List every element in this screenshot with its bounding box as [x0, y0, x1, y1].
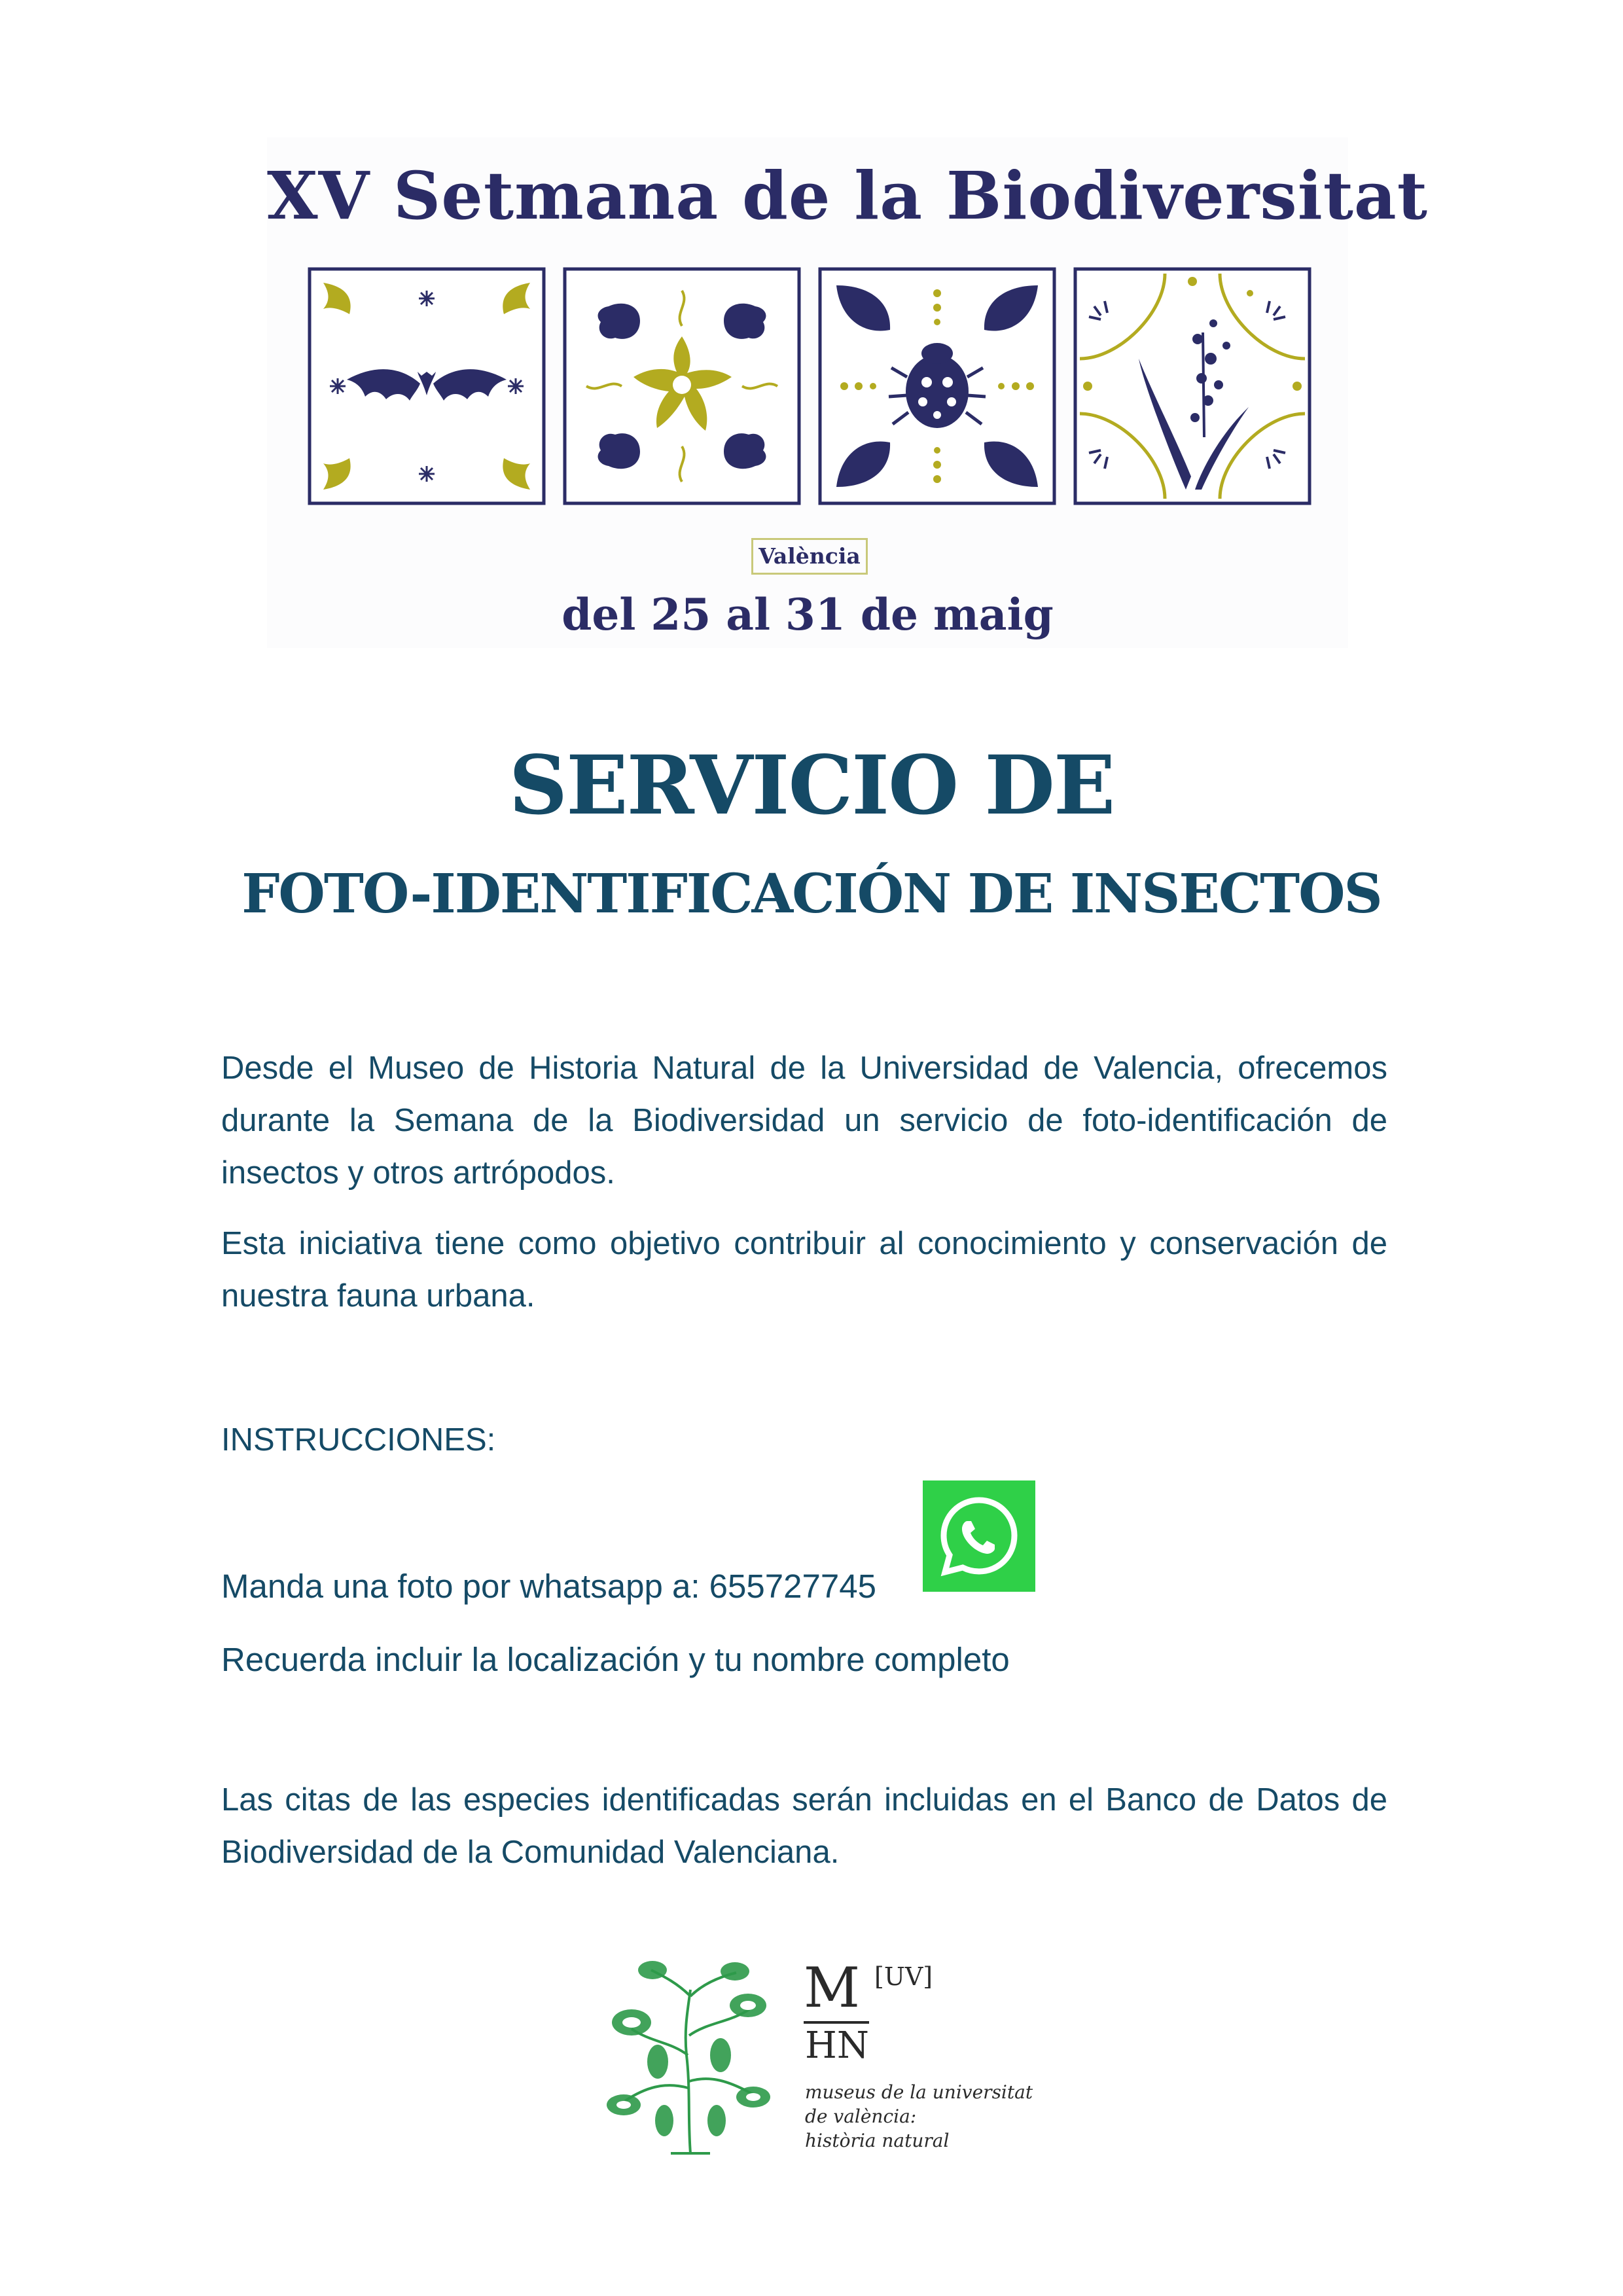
logo-m: M — [804, 1956, 861, 2020]
logo-subtitle — [805, 2080, 1033, 2153]
event-dates: del 25 al 31 de maig — [562, 589, 1054, 640]
closing-paragraph: Las citas de las especies identificadas serán incluidas en el Banco de Datos de Biodiversidad de la Comunidad Valenciana. — [221, 1782, 1387, 1870]
instruction-location: Recuerda incluir la localización y tu nombre completo — [221, 1641, 1010, 1678]
ladybug-tile-icon — [818, 267, 1056, 505]
whatsapp-icon — [923, 1480, 1035, 1592]
instruction-whatsapp: Manda una foto por whatsapp a: 655727745 — [221, 1568, 876, 1605]
place-badge: València — [751, 538, 868, 575]
logo-subtitle-line2: de valència: — [805, 2106, 917, 2127]
intro-paragraph-1: Desde el Museo de Historia Natural de la Universidad de Valencia, ofrecemos durante la Semana de la Biodiversidad un servicio de foto-identificación de insectos y otros artrópodos. — [221, 1050, 1387, 1191]
instructions-heading: INSTRUCCIONES: — [221, 1422, 496, 1458]
page-title-line2: FOTO-IDENTIFICACIÓN DE INSECTOS — [241, 863, 1382, 925]
museum-logo — [804, 1958, 1065, 2155]
event-banner — [267, 137, 1428, 648]
tile-strip — [308, 267, 1311, 505]
bat-tile-icon — [308, 267, 546, 505]
intro-paragraph-2: Esta iniciativa tiene como objetivo contribuir al conocimiento y conservación de nuestra fauna urbana. — [221, 1226, 1387, 1314]
flower-tile-icon — [563, 267, 801, 505]
logo-subtitle-line1: museus de la universitat — [805, 2081, 1033, 2103]
logo-rule — [804, 2021, 869, 2024]
banner-title: XV Setmana de la Biodiversitat — [267, 157, 1428, 234]
logo-subtitle-line3: història natural — [805, 2130, 950, 2151]
logo-hn: HN — [805, 2024, 869, 2067]
plant-logo-icon — [592, 1957, 782, 2160]
page-title-line1: SERVICIO DE — [508, 738, 1115, 833]
plant-tile-icon — [1073, 267, 1311, 505]
logo-uv: [UV] — [874, 1962, 933, 1991]
